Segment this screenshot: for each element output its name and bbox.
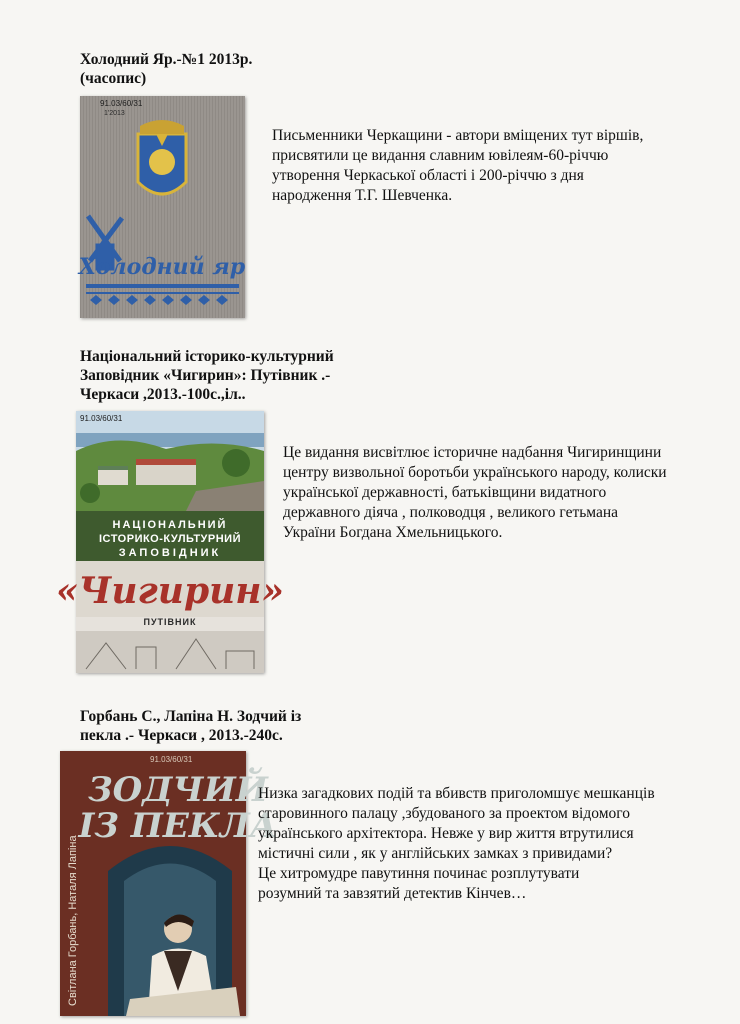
issue-number: 1'2013 xyxy=(104,110,125,117)
town-photo xyxy=(76,411,264,511)
entry-title: Горбань С., Лапіна Н. Зодчий із пекла .- Черкаси , 2013.-240с. xyxy=(80,708,302,744)
cover-line-3: ЗАПОВІДНИК xyxy=(118,547,222,559)
cover-line-1: НАЦІОНАЛЬНИЙ xyxy=(112,519,228,531)
call-number: 91.03/60/31 xyxy=(80,414,123,423)
entry-title: Національний історико-культурний Заповідник «Чигирин»: Путівник .- Черкаси ,2013.-100с.,іл.. xyxy=(80,348,334,403)
cover-authors: Світлана Горбань, Наталя Лапіна xyxy=(67,835,79,1006)
cover-wordmark: Холодний яр xyxy=(78,254,246,280)
entry-description: Письменники Черкащини - автори вміщених тут віршів, присвятили це видання славним ювілеям-60-річчю утворення Черкаської області і 200-річчю з дня народження Т.Г. Шевченка. xyxy=(272,127,644,204)
entry-description: Низка загадкових подій та вбивств приголомшує мешканців старовинного палацу ,збудованого за проектом відомого українського архітектора. Невже у вир життя втрутилися містичні сили , як у англійських замках з привидами? Це хитромудре павутиння починає розплутувати розумний та завзятий детектив Кінчев… xyxy=(258,785,655,902)
cover-line-2: ІСТОРИКО-КУЛЬТУРНИЙ xyxy=(99,533,241,545)
book-cover-zodchyi xyxy=(60,751,278,1016)
coat-of-arms-icon xyxy=(138,120,186,194)
cover-subtitle: ПУТІВНИК xyxy=(143,617,197,627)
cover-title-line-1: ЗОДЧИЙ xyxy=(88,770,268,810)
call-number: 91.03/60/31 xyxy=(150,755,193,764)
entry-description: Це видання висвітлює історичне надбання Чигиринщини центру визвольної боротьби українського народу, колиски української державності, батьківщини видатного державного діяча , полководця , великого гетьмана України Богдана Хмельницького. xyxy=(283,444,667,541)
call-number: 91.03/60/31 xyxy=(100,99,143,108)
book-cover-chyhyryn xyxy=(55,411,285,673)
entry-title: Холодний Яр.-№1 2013р. (часопис) xyxy=(80,51,253,87)
book-cover-kholodnyi-yar xyxy=(80,96,245,318)
monument-sketch xyxy=(76,631,264,673)
cover-title-line-2: ІЗ ПЕКЛА xyxy=(78,806,278,846)
cover-name: «Чигирин» xyxy=(55,570,285,612)
